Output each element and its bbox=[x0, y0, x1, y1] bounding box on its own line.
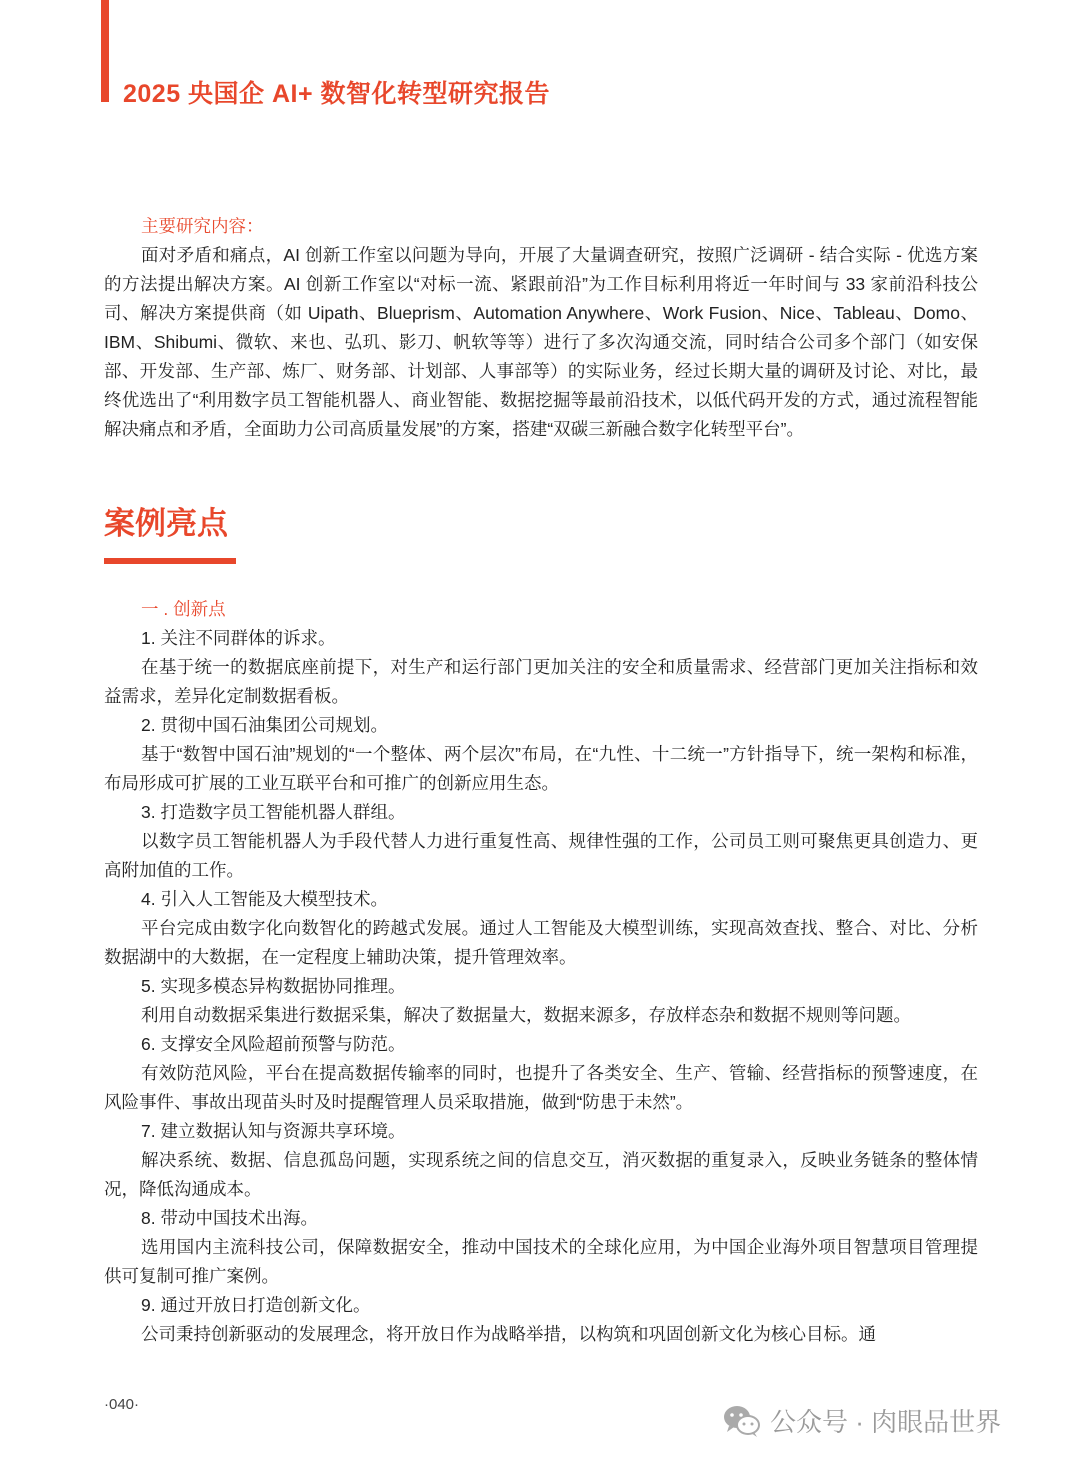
section-underline bbox=[104, 558, 236, 564]
innovation-item-title: 3. 打造数字员工智能机器人群组。 bbox=[141, 802, 406, 822]
innovation-item-text: 解决系统、数据、信息孤岛问题，实现系统之间的信息交互，消灭数据的重复录入，反映业务链条的整体情况，降低沟通成本。 bbox=[104, 1150, 978, 1199]
research-paragraph: 面对矛盾和痛点，AI 创新工作室以问题为导向，开展了大量调查研究，按照广泛调研 - 结合实际 - 优选方案的方法提出解决方案。AI 创新工作室以“对标一流、紧跟前沿”为工作目标利用将近一年时间与 33 家前沿科技公司、解决方案提供商（如 Uipath、Blueprism、Automation Anywhere、Work Fusion、Nice、Tableau、Domo、IBM、Shibumi、微软、来也、弘玑、影刀、帆软等等）进行了多次沟通交流，同时结合公司多个部门（如安保部、开发部、生产部、炼厂、财务部、计划部、人事部等）的实际业务，经过长期大量的调研及讨论、对比，最终优选出了“利用数字员工智能机器人、商业智能、数据挖掘等最前沿技术，以低代码开发的方式，通过流程智能解决痛点和矛盾，全面助力公司高质量发展”的方案，搭建“双碳三新融合数字化转型平台”。 bbox=[104, 245, 978, 439]
innovation-item-text: 以数字员工智能机器人为手段代替人力进行重复性高、规律性强的工作，公司员工则可聚焦更具创造力、更高附加值的工作。 bbox=[104, 831, 978, 880]
innovation-item-title: 4. 引入人工智能及大模型技术。 bbox=[141, 889, 388, 909]
innovation-item-title: 2. 贯彻中国石油集团公司规划。 bbox=[141, 715, 388, 735]
innovation-item-text: 在基于统一的数据底座前提下，对生产和运行部门更加关注的安全和质量需求、经营部门更加关注指标和效益需求，差异化定制数据看板。 bbox=[104, 657, 978, 706]
innovation-item-title: 8. 带动中国技术出海。 bbox=[141, 1208, 318, 1228]
innovation-item-text: 选用国内主流科技公司，保障数据安全，推动中国技术的全球化应用，为中国企业海外项目智慧项目管理提供可复制可推广案例。 bbox=[104, 1237, 978, 1286]
research-heading: 主要研究内容： bbox=[141, 216, 264, 236]
innovation-subheading: 一 . 创新点 bbox=[141, 599, 226, 619]
wechat-icon bbox=[722, 1404, 762, 1438]
innovation-item-title: 5. 实现多模态异构数据协同推理。 bbox=[141, 976, 406, 996]
research-content bbox=[104, 212, 978, 444]
header-accent-bar bbox=[101, 0, 109, 102]
section-title: 案例亮点 bbox=[104, 506, 228, 541]
report-title: 2025 央国企 AI+ 数智化转型研究报告 bbox=[123, 80, 551, 108]
innovation-item-title: 6. 支撑安全风险超前预警与防范。 bbox=[141, 1034, 406, 1054]
innovation-item-title: 7. 建立数据认知与资源共享环境。 bbox=[141, 1121, 406, 1141]
innovation-item-title: 1. 关注不同群体的诉求。 bbox=[141, 628, 336, 648]
innovation-item-title: 9. 通过开放日打造创新文化。 bbox=[141, 1295, 371, 1315]
innovation-item-text: 基于“数智中国石油”规划的“一个整体、两个层次”布局，在“九性、十二统一”方针指导下，统一架构和标准，布局形成可扩展的工业互联平台和可推广的创新应用生态。 bbox=[104, 744, 978, 793]
innovation-item-text: 公司秉持创新驱动的发展理念，将开放日作为战略举措，以构筑和巩固创新文化为核心目标。通 bbox=[141, 1324, 876, 1344]
innovation-list bbox=[104, 595, 978, 1349]
innovation-item-text: 利用自动数据采集进行数据采集，解决了数据量大，数据来源多，存放样态杂和数据不规则等问题。 bbox=[141, 1005, 911, 1025]
watermark bbox=[722, 1402, 1001, 1439]
page-number: ·040· bbox=[104, 1396, 140, 1413]
watermark-text: 公众号 · 肉眼品世界 bbox=[770, 1407, 1002, 1437]
innovation-item-text: 平台完成由数字化向数智化的跨越式发展。通过人工智能及大模型训练，实现高效查找、整合、对比、分析数据湖中的大数据，在一定程度上辅助决策，提升管理效率。 bbox=[104, 918, 978, 967]
innovation-item-text: 有效防范风险，平台在提高数据传输率的同时，也提升了各类安全、生产、管输、经营指标的预警速度，在风险事件、事故出现苗头时及时提醒管理人员采取措施，做到“防患于未然”。 bbox=[104, 1063, 978, 1112]
